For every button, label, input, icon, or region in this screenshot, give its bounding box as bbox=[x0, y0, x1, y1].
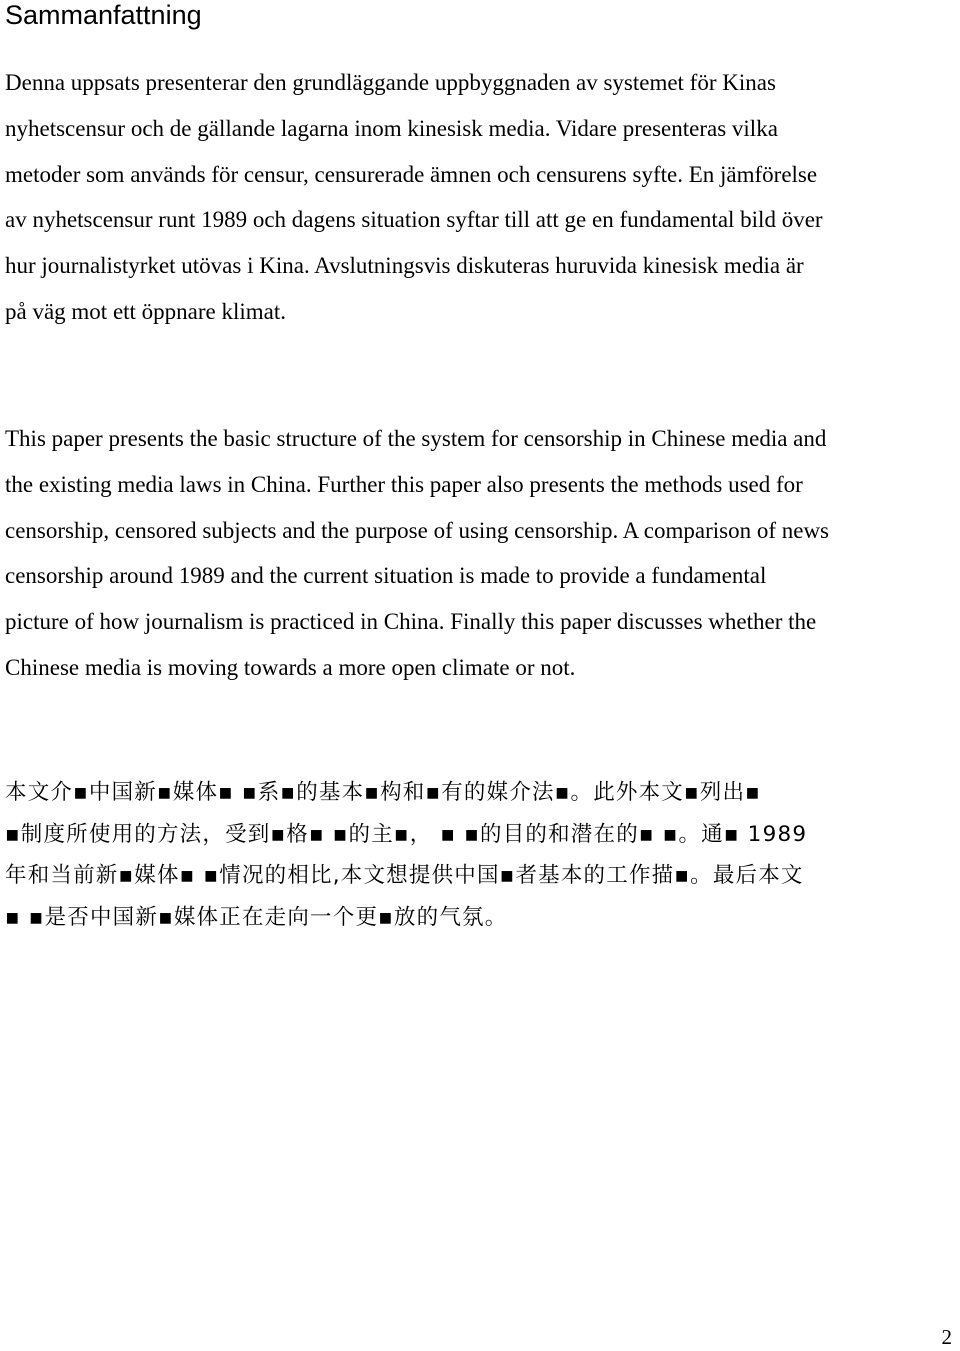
page-number: 2 bbox=[941, 1325, 952, 1349]
text-line: 本文介▪中国新▪媒体▪ ▪系▪的基本▪构和▪有的媒介法▪。此外本文▪列出▪ bbox=[5, 780, 761, 805]
text-line: Denna uppsats presenterar den grundläggande uppbyggnaden av systemet för Kinas bbox=[5, 70, 776, 95]
text-line: ▪制度所使用的方法，受到▪格▪ ▪的主▪， ▪ ▪的目的和潜在的▪ ▪。通▪ 1989 bbox=[5, 821, 808, 847]
chinese-abstract bbox=[5, 772, 807, 938]
text-line: picture of how journalism is practiced in China. Finally this paper discusses whether the bbox=[5, 609, 817, 635]
text-line: på väg mot ett öppnare klimat. bbox=[5, 298, 287, 324]
text-line: Chinese media is moving towards a more open climate or not. bbox=[5, 654, 576, 680]
swedish-abstract bbox=[5, 60, 823, 335]
text-line: metoder som används för censur, censurerade ämnen och censurens syfte. En jämförelse bbox=[5, 161, 818, 187]
text-line: ▪ ▪是否中国新▪媒体正在走向一个更▪放的气氛。 bbox=[5, 904, 508, 930]
text-line: This paper presents the basic structure of the system for censorship in Chinese media and bbox=[5, 426, 827, 451]
text-line: 年和当前新▪媒体▪ ▪情况的相比,本文想提供中国▪者基本的工作描▪。最后本文 bbox=[5, 863, 804, 888]
text-line: the existing media laws in China. Further this paper also presents the methods used for bbox=[5, 471, 803, 497]
text-line: nyhetscensur och de gällande lagarna inom kinesisk media. Vidare presenteras vilka bbox=[5, 115, 778, 141]
text-line: av nyhetscensur runt 1989 och dagens situation syftar till att ge en fundamental bild över bbox=[5, 207, 823, 233]
text-line: censorship, censored subjects and the purpose of using censorship. A comparison of news bbox=[5, 517, 830, 543]
text-line: hur journalistyrket utövas i Kina. Avslutningsvis diskuteras huruvida kinesisk media är bbox=[5, 253, 804, 279]
english-abstract bbox=[5, 416, 829, 691]
section-heading: Sammanfattning bbox=[5, 0, 202, 30]
text-line: censorship around 1989 and the current situation is made to provide a fundamental bbox=[5, 563, 767, 589]
